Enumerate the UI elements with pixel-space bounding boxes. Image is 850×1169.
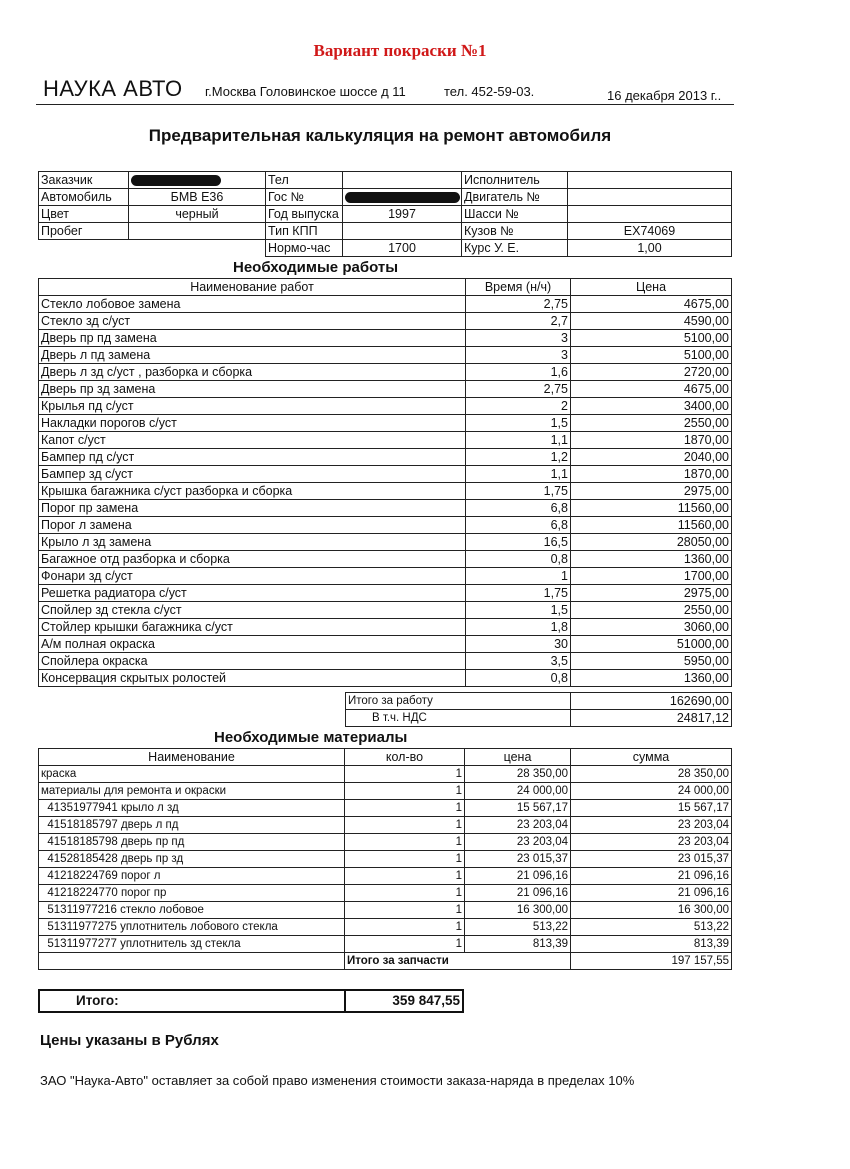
work-time: 3 <box>466 330 571 347</box>
work-price: 2550,00 <box>571 415 732 432</box>
materials-header-qty: кол-во <box>345 749 465 766</box>
material-price: 23 015,37 <box>465 851 571 868</box>
work-price: 2720,00 <box>571 364 732 381</box>
info-row <box>39 189 732 206</box>
material-sum: 23 203,04 <box>571 817 732 834</box>
material-price: 28 350,00 <box>465 766 571 783</box>
work-time: 2,75 <box>466 296 571 313</box>
material-qty: 1 <box>345 936 465 953</box>
work-time: 2,75 <box>466 381 571 398</box>
work-name: Спойлер зд стекла с/уст <box>39 602 466 619</box>
work-time: 3 <box>466 347 571 364</box>
work-price: 4675,00 <box>571 381 732 398</box>
material-row <box>39 817 732 834</box>
info-row <box>39 206 732 223</box>
work-price: 1360,00 <box>571 551 732 568</box>
customer-value <box>129 172 266 189</box>
work-name: Стекло зд с/уст <box>39 313 466 330</box>
works-header-row <box>39 279 732 296</box>
grand-total-label: Итого: <box>39 990 345 1012</box>
material-qty: 1 <box>345 766 465 783</box>
work-time: 6,8 <box>466 517 571 534</box>
material-sum: 15 567,17 <box>571 800 732 817</box>
car-label: Автомобиль <box>39 189 129 206</box>
work-row <box>39 636 732 653</box>
executor-value <box>568 172 732 189</box>
color-value: черный <box>129 206 266 223</box>
empty-cell <box>39 240 129 257</box>
material-price: 15 567,17 <box>465 800 571 817</box>
work-time: 1,1 <box>466 466 571 483</box>
work-row <box>39 534 732 551</box>
work-row <box>39 330 732 347</box>
body-value: EX74069 <box>568 223 732 240</box>
work-row <box>39 670 732 687</box>
work-row <box>39 517 732 534</box>
work-name: Порог л замена <box>39 517 466 534</box>
material-sum: 21 096,16 <box>571 868 732 885</box>
work-name: Стойлер крышки багажника с/уст <box>39 619 466 636</box>
work-name: Дверь пр пд замена <box>39 330 466 347</box>
material-price: 23 203,04 <box>465 817 571 834</box>
material-row <box>39 885 732 902</box>
work-name: Бампер пд с/уст <box>39 449 466 466</box>
works-total-row <box>346 693 732 710</box>
gearbox-value <box>343 223 462 240</box>
work-price: 11560,00 <box>571 517 732 534</box>
material-sum: 23 015,37 <box>571 851 732 868</box>
materials-table <box>38 748 732 970</box>
material-qty: 1 <box>345 783 465 800</box>
empty-cell <box>129 240 266 257</box>
works-title: Необходимые работы <box>233 259 399 276</box>
currency-note: Цены указаны в Рублях <box>40 1032 219 1049</box>
material-row <box>39 766 732 783</box>
work-name: Багажное отд разборка и сборка <box>39 551 466 568</box>
year-value: 1997 <box>343 206 462 223</box>
rate-label: Нормо-час <box>266 240 343 257</box>
material-name: 41351977941 крыло л зд <box>39 800 345 817</box>
work-time: 1,8 <box>466 619 571 636</box>
material-name: 41518185797 дверь л пд <box>39 817 345 834</box>
work-row <box>39 619 732 636</box>
info-row <box>39 240 732 257</box>
work-name: Крышка багажника с/уст разборка и сборка <box>39 483 466 500</box>
material-qty: 1 <box>345 817 465 834</box>
plate-value <box>343 189 462 206</box>
work-time: 1,75 <box>466 585 571 602</box>
engine-value <box>568 189 732 206</box>
work-price: 3400,00 <box>571 398 732 415</box>
work-name: Порог пр замена <box>39 500 466 517</box>
material-name: 41218224769 порог л <box>39 868 345 885</box>
work-price: 2975,00 <box>571 585 732 602</box>
chassis-value <box>568 206 732 223</box>
material-row <box>39 868 732 885</box>
work-name: А/м полная окраска <box>39 636 466 653</box>
redacted-mark <box>131 175 221 186</box>
works-vat-value: 24817,12 <box>571 710 732 727</box>
executor-label: Исполнитель <box>462 172 568 189</box>
work-time: 1,1 <box>466 432 571 449</box>
work-name: Бампер зд с/уст <box>39 466 466 483</box>
work-price: 4675,00 <box>571 296 732 313</box>
material-name: 41518185798 дверь пр пд <box>39 834 345 851</box>
material-price: 23 203,04 <box>465 834 571 851</box>
work-price: 4590,00 <box>571 313 732 330</box>
info-row <box>39 223 732 240</box>
work-row <box>39 500 732 517</box>
material-price: 21 096,16 <box>465 868 571 885</box>
work-time: 16,5 <box>466 534 571 551</box>
material-row <box>39 919 732 936</box>
grand-total-table <box>38 989 464 1013</box>
materials-header-row <box>39 749 732 766</box>
material-price: 21 096,16 <box>465 885 571 902</box>
material-price: 16 300,00 <box>465 902 571 919</box>
material-name: 51311977275 уплотнитель лобового стекла <box>39 919 345 936</box>
company-phone: тел. 452-59-03. <box>444 84 535 99</box>
tel-value <box>343 172 462 189</box>
work-price: 2550,00 <box>571 602 732 619</box>
work-row <box>39 568 732 585</box>
work-time: 3,5 <box>466 653 571 670</box>
materials-title: Необходимые материалы <box>214 729 408 746</box>
work-time: 1,6 <box>466 364 571 381</box>
plate-label: Гос № <box>266 189 343 206</box>
work-row <box>39 466 732 483</box>
material-price: 513,22 <box>465 919 571 936</box>
work-row <box>39 364 732 381</box>
work-row <box>39 398 732 415</box>
material-price: 813,39 <box>465 936 571 953</box>
material-row <box>39 800 732 817</box>
work-time: 1 <box>466 568 571 585</box>
material-sum: 21 096,16 <box>571 885 732 902</box>
work-time: 2 <box>466 398 571 415</box>
mileage-value <box>129 223 266 240</box>
works-vat-row <box>346 710 732 727</box>
material-row <box>39 783 732 800</box>
materials-total-value: 197 157,55 <box>571 953 732 970</box>
work-name: Фонари зд с/уст <box>39 568 466 585</box>
material-sum: 24 000,00 <box>571 783 732 800</box>
work-time: 1,2 <box>466 449 571 466</box>
course-value: 1,00 <box>568 240 732 257</box>
works-total-label: Итого за работу <box>346 693 571 710</box>
grand-total-value: 359 847,55 <box>345 990 463 1012</box>
work-row <box>39 415 732 432</box>
material-sum: 16 300,00 <box>571 902 732 919</box>
work-name: Спойлера окраска <box>39 653 466 670</box>
material-qty: 1 <box>345 902 465 919</box>
company-name: НАУКА АВТО <box>43 76 183 101</box>
work-price: 1360,00 <box>571 670 732 687</box>
materials-header-price: цена <box>465 749 571 766</box>
work-name: Консервация скрытых ролостей <box>39 670 466 687</box>
material-row <box>39 834 732 851</box>
work-price: 3060,00 <box>571 619 732 636</box>
work-time: 0,8 <box>466 670 571 687</box>
work-price: 5100,00 <box>571 330 732 347</box>
works-total-value: 162690,00 <box>571 693 732 710</box>
work-name: Крылья пд с/уст <box>39 398 466 415</box>
work-row <box>39 653 732 670</box>
material-qty: 1 <box>345 851 465 868</box>
works-table <box>38 278 732 687</box>
company-address: г.Москва Головинское шоссе д 11 <box>205 84 406 99</box>
material-name: краска <box>39 766 345 783</box>
tel-label: Тел <box>266 172 343 189</box>
work-time: 30 <box>466 636 571 653</box>
works-header-price: Цена <box>571 279 732 296</box>
work-name: Дверь пр зд замена <box>39 381 466 398</box>
material-qty: 1 <box>345 885 465 902</box>
material-sum: 813,39 <box>571 936 732 953</box>
work-row <box>39 551 732 568</box>
work-row <box>39 347 732 364</box>
works-totals <box>345 692 732 727</box>
work-name: Накладки порогов с/уст <box>39 415 466 432</box>
materials-total-label: Итого за запчасти <box>345 953 571 970</box>
work-row <box>39 296 732 313</box>
work-time: 1,5 <box>466 415 571 432</box>
work-price: 28050,00 <box>571 534 732 551</box>
engine-label: Двигатель № <box>462 189 568 206</box>
disclaimer: ЗАО "Наука-Авто" оставляет за собой право изменения стоимости заказа-наряда в пределах 10% <box>40 1073 635 1088</box>
work-row <box>39 602 732 619</box>
material-name: 41528185428 дверь пр зд <box>39 851 345 868</box>
work-price: 1870,00 <box>571 432 732 449</box>
car-value: БМВ Е36 <box>129 189 266 206</box>
material-qty: 1 <box>345 834 465 851</box>
mileage-label: Пробег <box>39 223 129 240</box>
work-price: 2975,00 <box>571 483 732 500</box>
work-price: 51000,00 <box>571 636 732 653</box>
work-name: Капот с/уст <box>39 432 466 449</box>
work-row <box>39 313 732 330</box>
work-price: 5950,00 <box>571 653 732 670</box>
work-name: Дверь л зд с/уст , разборка и сборка <box>39 364 466 381</box>
work-row <box>39 449 732 466</box>
variant-title: Вариант покраски №1 <box>313 41 487 60</box>
material-qty: 1 <box>345 919 465 936</box>
work-time: 6,8 <box>466 500 571 517</box>
course-label: Курс У. Е. <box>462 240 568 257</box>
rate-value: 1700 <box>343 240 462 257</box>
work-name: Дверь л пд замена <box>39 347 466 364</box>
body-label: Кузов № <box>462 223 568 240</box>
work-row <box>39 585 732 602</box>
work-time: 1,5 <box>466 602 571 619</box>
material-row <box>39 851 732 868</box>
work-price: 5100,00 <box>571 347 732 364</box>
gearbox-label: Тип КПП <box>266 223 343 240</box>
material-name: 41218224770 порог пр <box>39 885 345 902</box>
document-title: Предварительная калькуляция на ремонт автомобиля <box>148 126 612 145</box>
chassis-label: Шасси № <box>462 206 568 223</box>
work-price: 1870,00 <box>571 466 732 483</box>
work-time: 2,7 <box>466 313 571 330</box>
work-price: 11560,00 <box>571 500 732 517</box>
customer-label: Заказчик <box>39 172 129 189</box>
info-row <box>39 172 732 189</box>
material-row <box>39 936 732 953</box>
work-name: Стекло лобовое замена <box>39 296 466 313</box>
materials-header-sum: сумма <box>571 749 732 766</box>
works-vat-label: В т.ч. НДС <box>346 710 571 727</box>
work-name: Крыло л зд замена <box>39 534 466 551</box>
work-row <box>39 483 732 500</box>
empty-cell <box>39 953 345 970</box>
info-table <box>38 171 732 257</box>
work-price: 1700,00 <box>571 568 732 585</box>
document-date: 16 декабря 2013 г.. <box>607 88 722 103</box>
material-name: 51311977277 уплотнитель зд стекла <box>39 936 345 953</box>
work-price: 2040,00 <box>571 449 732 466</box>
material-name: материалы для ремонта и окраски <box>39 783 345 800</box>
material-row <box>39 902 732 919</box>
work-row <box>39 381 732 398</box>
material-name: 51311977216 стекло лобовое <box>39 902 345 919</box>
material-price: 24 000,00 <box>465 783 571 800</box>
grand-total-row <box>39 990 463 1012</box>
material-sum: 23 203,04 <box>571 834 732 851</box>
works-header-time: Время (н/ч) <box>466 279 571 296</box>
header-divider <box>36 104 734 105</box>
work-name: Решетка радиатора с/уст <box>39 585 466 602</box>
work-time: 1,75 <box>466 483 571 500</box>
materials-header-name: Наименование <box>39 749 345 766</box>
material-qty: 1 <box>345 868 465 885</box>
work-row <box>39 432 732 449</box>
redacted-mark <box>345 192 460 203</box>
material-sum: 513,22 <box>571 919 732 936</box>
year-label: Год выпуска <box>266 206 343 223</box>
materials-total-row <box>39 953 732 970</box>
material-qty: 1 <box>345 800 465 817</box>
work-time: 0,8 <box>466 551 571 568</box>
works-header-name: Наименование работ <box>39 279 466 296</box>
material-sum: 28 350,00 <box>571 766 732 783</box>
color-label: Цвет <box>39 206 129 223</box>
